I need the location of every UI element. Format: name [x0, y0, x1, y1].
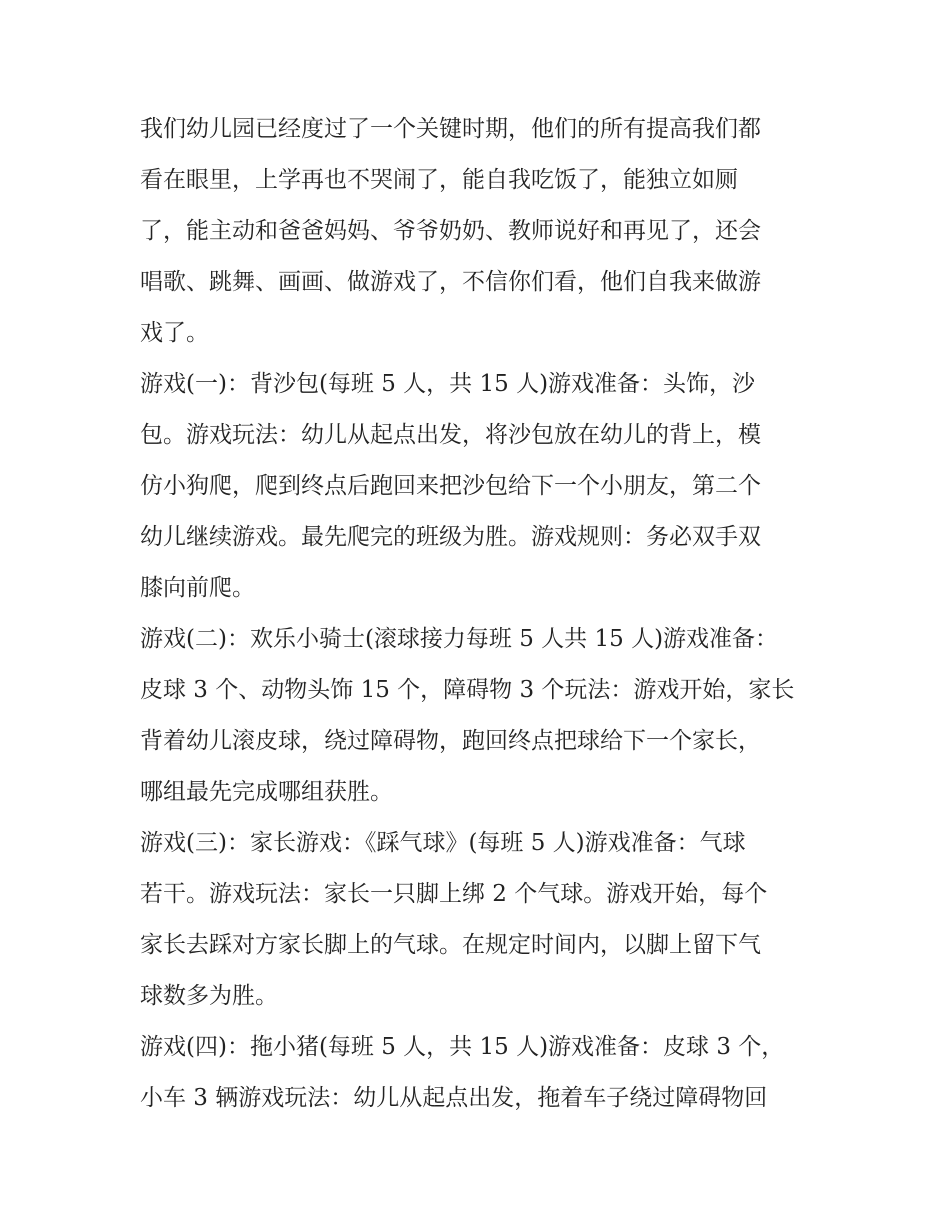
- text-line: 家长去踩对方家长脚上的气球。在规定时间内，以脚上留下气: [140, 932, 761, 958]
- text-line: 包。游戏玩法：幼儿从起点出发，将沙包放在幼儿的背上，模: [140, 422, 761, 448]
- text-line: 了，能主动和爸爸妈妈、爷爷奶奶、教师说好和再见了，还会: [140, 218, 761, 244]
- text-line: 若干。游戏玩法：家长一只脚上绑 2 个气球。游戏开始，每个: [140, 881, 768, 907]
- text-line: 皮球 3 个、动物头饰 15 个，障碍物 3 个玩法：游戏开始，家长: [140, 677, 795, 703]
- text-line: 仿小狗爬，爬到终点后跑回来把沙包给下一个小朋友，第二个: [140, 473, 761, 499]
- text-line: 背着幼儿滚皮球，绕过障碍物，跑回终点把球给下一个家长，: [140, 728, 761, 754]
- text-line: 看在眼里，上学再也不哭闹了，能自我吃饭了，能独立如厕: [140, 167, 738, 193]
- text-line: 我们幼儿园已经度过了一个关键时期，他们的所有提高我们都: [140, 116, 761, 142]
- text-line: 小车 3 辆游戏玩法：幼儿从起点出发，拖着车子绕过障碍物回: [140, 1085, 768, 1111]
- text-line: 哪组最先完成哪组获胜。: [140, 779, 393, 805]
- text-line: 戏了。: [140, 320, 209, 346]
- text-line: 球数多为胜。: [140, 983, 278, 1009]
- game-one-heading: 游戏(一)：背沙包(每班 5 人，共 15 人)游戏准备：头饰，沙: [140, 371, 756, 397]
- text-line: 唱歌、跳舞、画画、做游戏了，不信你们看，他们自我来做游: [140, 269, 761, 295]
- text-line: 幼儿继续游戏。最先爬完的班级为胜。游戏规则：务必双手双: [140, 524, 761, 550]
- text-line: 膝向前爬。: [140, 575, 255, 601]
- game-three-heading: 游戏(三)：家长游戏：《踩气球》(每班 5 人)游戏准备：气球: [140, 830, 746, 856]
- game-four-heading: 游戏(四)：拖小猪(每班 5 人，共 15 人)游戏准备：皮球 3 个，: [140, 1034, 785, 1060]
- game-two-heading: 游戏(二)：欢乐小骑士(滚球接力每班 5 人共 15 人)游戏准备：: [140, 626, 779, 652]
- body-text: [140, 104, 820, 1124]
